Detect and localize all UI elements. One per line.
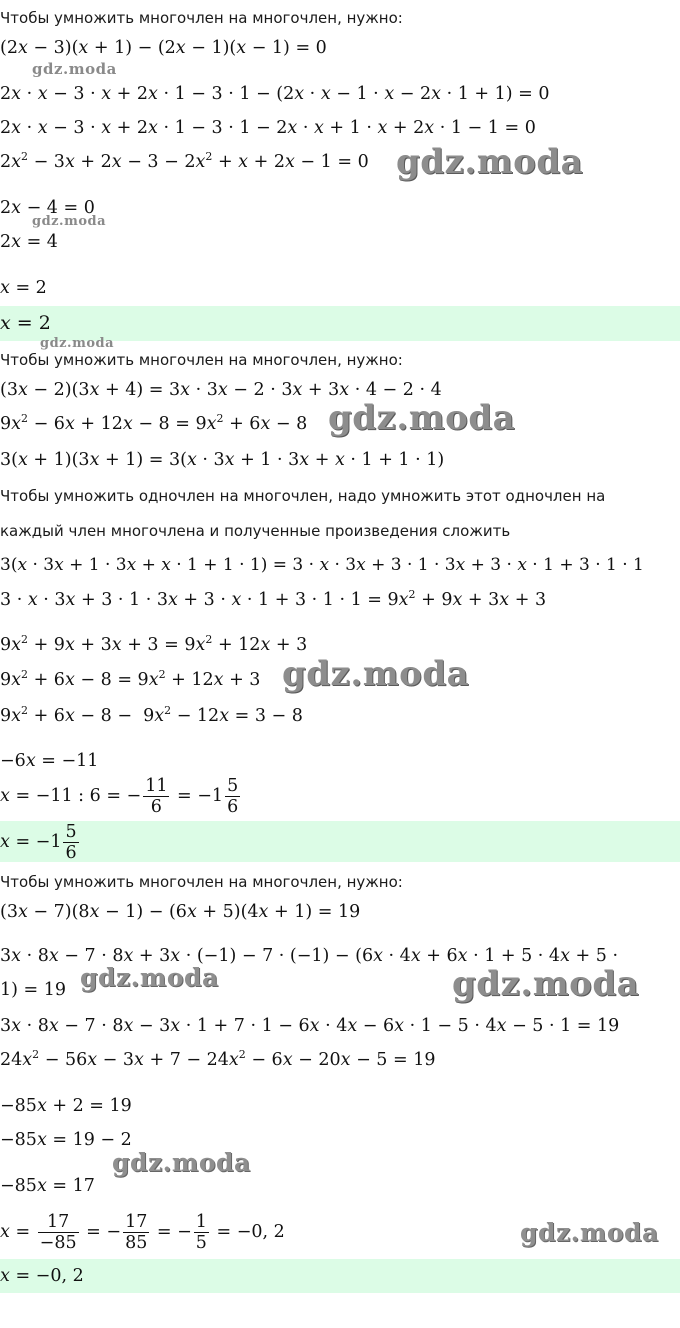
rule-text-poly-3: Чтобы умножить многочлен на многочлен, нужно: [0, 873, 403, 891]
watermark-logo: gdz.moda [328, 398, 516, 438]
watermark-logo: gdz.moda [32, 60, 117, 78]
equation: $9x^2 + 9x + 3x + 3 = 9x^2 + 12x + 3$ [0, 633, 308, 655]
equation: 3x · 8x − 7 · 8x + 3x · (−1) − 7 · (−1) − (6x · 4x + 6x · 1 + 5 · 4x + 5 · [0, 946, 619, 966]
watermark-logo: gdz.moda [452, 964, 640, 1004]
equation: $24x^2 - 56x - 3x + 7 - 24x^2 - 6x - 20x - 5 = 19$ [0, 1048, 436, 1070]
equation: 2x = 4 [0, 232, 58, 252]
answer-2: x = −1 $\frac{5}{6}$ [0, 822, 77, 863]
equation: $9x^2 - 6x + 12x - 8 = 9x^2 + 6x - 8$ [0, 412, 308, 434]
rule-text-poly-2: Чтобы умножить многочлен на многочлен, нужно: [0, 351, 403, 369]
answer-highlight-2 [0, 821, 680, 862]
equation: −85x = 19 − 2 [0, 1130, 132, 1150]
equation: $2x^2 - 3x + 2x - 3 - 2x^2 + x + 2x - 1 = 0$ [0, 150, 369, 172]
equation: $3 \cdot x \cdot 3x + 3 \cdot 1 \cdot 3x + 3 \cdot x \cdot 1 + 3 \cdot 1 \cdot 1 = 9x^2 + 9x + 3x + 3$ [0, 588, 547, 610]
equation: (3x − 7)(8x − 1) − (6x + 5)(4x + 1) = 19 [0, 902, 361, 922]
equation: 1) = 19 [0, 980, 67, 1000]
equation: x = 2 [0, 278, 47, 298]
equation: (3x − 2)(3x + 4) = 3x · 3x − 2 · 3x + 3x · 4 − 2 · 4 [0, 380, 442, 400]
equation: −85x + 2 = 19 [0, 1096, 132, 1116]
rule-text-poly-1: Чтобы умножить многочлен на многочлен, нужно: [0, 9, 403, 27]
equation: $9x^2 + 6x - 8 - 9x^2 - 12x = 3 - 8$ [0, 704, 303, 726]
equation: 3(x + 1)(3x + 1) = 3(x · 3x + 1 · 3x + x · 1 + 1 · 1) [0, 450, 445, 470]
equation: x = −11 : 6 = − $\frac{11}{6}$ = −1 $\frac{5}{6}$ [0, 776, 239, 817]
equation: −6x = −11 [0, 751, 99, 771]
rule-text-mono-1: Чтобы умножить одночлен на многочлен, надо умножить этот одночлен на [0, 487, 606, 505]
answer-1: x = 2 [0, 312, 51, 334]
equation: (2x − 3)(x + 1) − (2x − 1)(x − 1) = 0 [0, 38, 327, 58]
rule-text-mono-2: каждый член многочлена и полученные произведения сложить [0, 522, 511, 540]
answer-3: x = −0, 2 [0, 1266, 84, 1286]
equation: 3(x · 3x + 1 · 3x + x · 1 + 1 · 1) = 3 · x · 3x + 3 · 1 · 3x + 3 · x · 1 + 3 · 1 · 1 [0, 555, 644, 575]
watermark-logo: gdz.moda [396, 142, 584, 182]
equation: 3x · 8x − 7 · 8x − 3x · 1 + 7 · 1 − 6x · 4x − 6x · 1 − 5 · 4x − 5 · 1 = 19 [0, 1016, 620, 1036]
equation: $9x^2 + 6x - 8 = 9x^2 + 12x + 3$ [0, 668, 261, 690]
watermark-logo: gdz.moda [40, 336, 115, 351]
equation: 2x · x − 3 · x + 2x · 1 − 3 · 1 − 2x · x + 1 · x + 2x · 1 − 1 = 0 [0, 118, 536, 138]
watermark-logo: gdz.moda [112, 1148, 251, 1177]
equation: x = $\frac{17}{-85}$ = − $\frac{17}{85}$ = − $\frac{1}{5}$ = −0, 2 [0, 1212, 285, 1253]
watermark-logo: gdz.moda [520, 1218, 659, 1247]
answer-highlight-3 [0, 1259, 680, 1293]
equation: 2x · x − 3 · x + 2x · 1 − 3 · 1 − (2x · x − 1 · x − 2x · 1 + 1) = 0 [0, 84, 550, 104]
equation: 2x − 4 = 0 [0, 198, 95, 218]
watermark-logo: gdz.moda [80, 963, 219, 992]
watermark-logo: gdz.moda [32, 214, 107, 229]
equation: −85x = 17 [0, 1176, 95, 1196]
watermark-logo: gdz.moda [282, 654, 470, 694]
